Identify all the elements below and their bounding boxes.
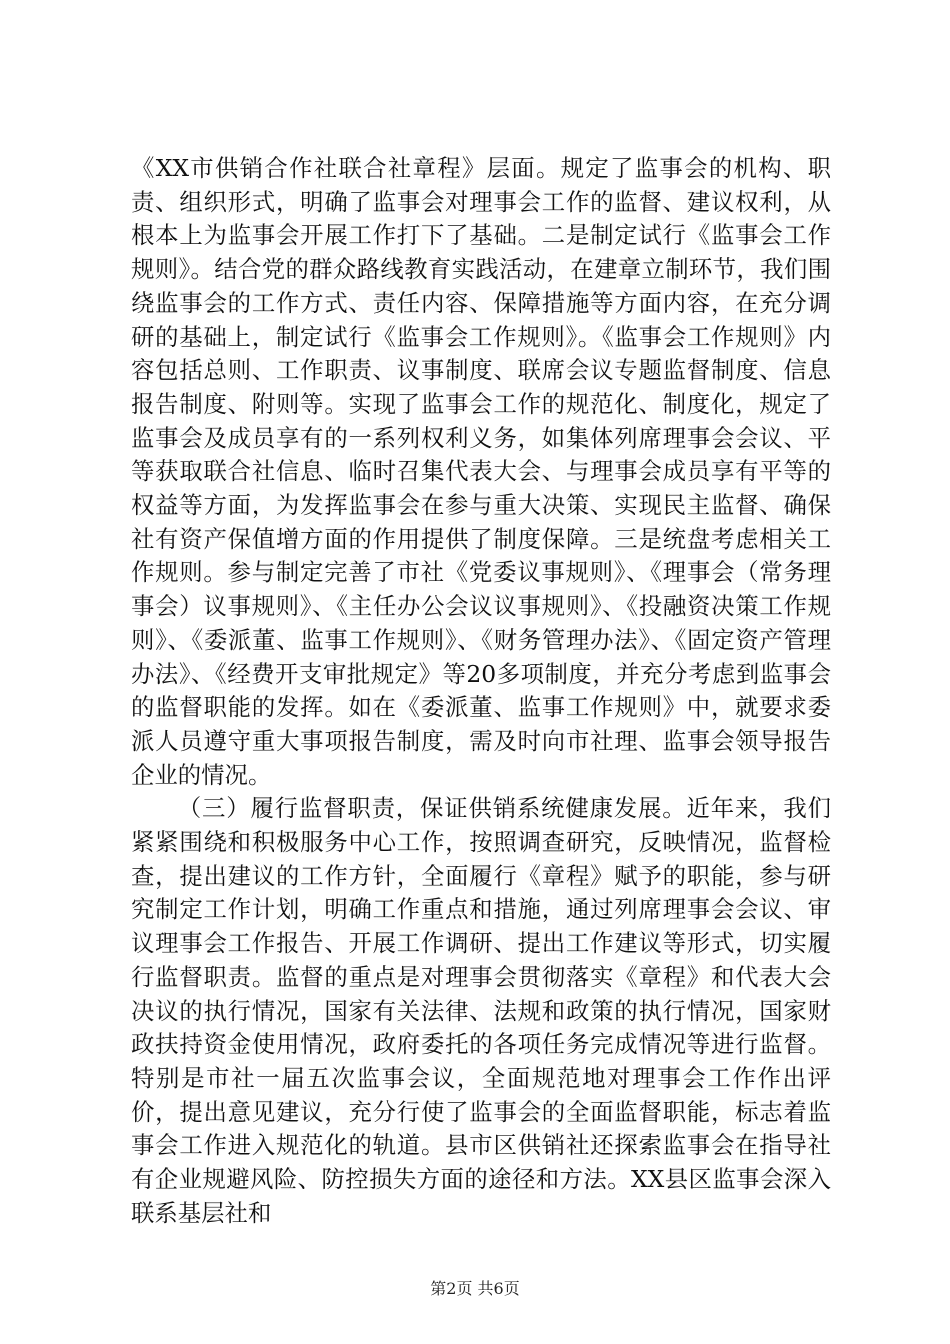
paragraph-2: （三）履行监督职责，保证供销系统健康发展。近年来，我们紧紧围绕和积极服务中心工作，按照调查研究，反映情况，监督检查，提出建议的工作方针，全面履行《章程》赋予的职能，参与研究制定工作计划，明确工作重点和措施，通过列席理事会会议、审议理事会工作报告、开展工作调研、提出工作建议等形式，切实履行监督职责。监督的重点是对理事会贯彻落实《章程》和代表大会决议的执行情况，国家有关法律、法规和政策的执行情况，国家财政扶持资金使用情况，政府委托的各项任务完成情况等进行监督。特别是市社一届五次监事会议，全面规范地对理事会工作作出评价，提出意见建议，充分行使了监事会的全面监督职能，标志着监事会工作进入规范化的轨道。县市区供销社还探索监事会在指导社有企业规避风险、防控损失方面的途径和方法。XX县区监事会深入联系基层社和 xyxy=(131,794,831,1227)
document-body xyxy=(131,152,831,1231)
paragraph-1: 《XX市供销合作社联合社章程》层面。规定了监事会的机构、职责、组织形式，明确了监事会对理事会工作的监督、建议权利，从根本上为监事会开展工作打下了基础。二是制定试行《监事会工作规则》。结合党的群众路线教育实践活动，在建章立制环节，我们围绕监事会的工作方式、责任内容、保障措施等方面内容，在充分调研的基础上，制定试行《监事会工作规则》。《监事会工作规则》内容包括总则、工作职责、议事制度、联席会议专题监督制度、信息报告制度、附则等。实现了监事会工作的规范化、制度化，规定了监事会及成员享有的一系列权利义务，如集体列席理事会会议、平等获取联合社信息、临时召集代表大会、与理事会成员享有平等的权益等方面，为发挥监事会在参与重大决策、实现民主监督、确保社有资产保值增方面的作用提供了制度保障。三是统盘考虑相关工作规则。参与制定完善了市社《党委议事规则》、《理事会（常务理事会）议事规则》、《主任办公会议议事规则》、《投融资决策工作规则》、《委派董、监事工作规则》、《财务管理办法》、《固定资产管理办法》、《经费开支审批规定》等20多项制度，并充分考虑到监事会的监督职能的发挥。如在《委派董、监事工作规则》中，就要求委派人员遵守重大事项报告制度，需及时向市社理、监事会领导报告企业的情况。 xyxy=(131,154,831,789)
page-footer: 第2页 共6页 xyxy=(430,1279,520,1298)
